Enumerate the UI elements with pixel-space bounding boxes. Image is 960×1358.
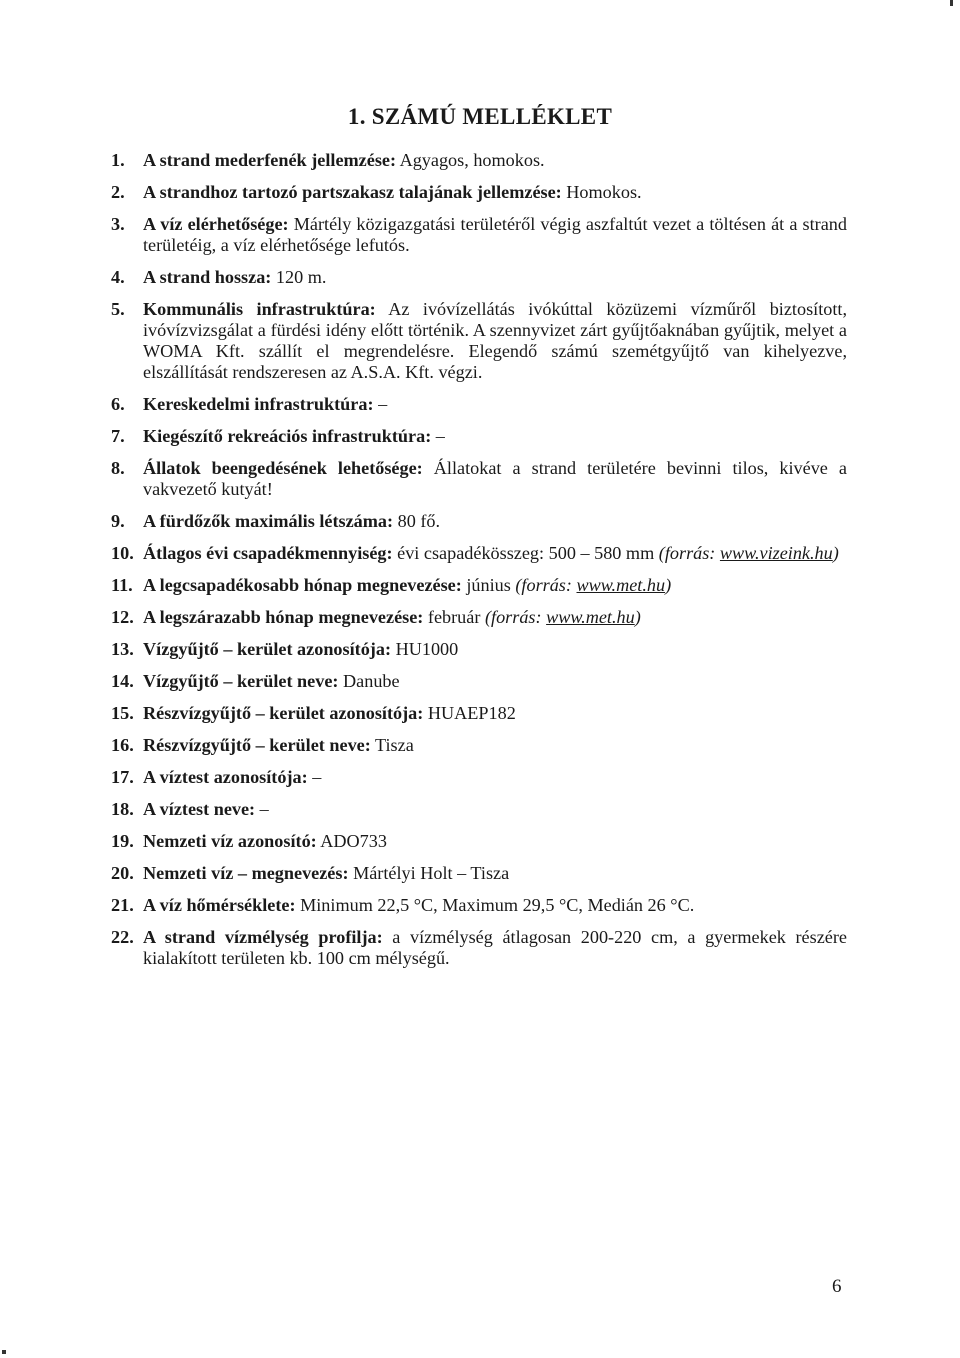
item-body: [143, 426, 847, 447]
item-number: 11.: [111, 575, 133, 595]
list-item: [111, 927, 847, 969]
item-label: A legszárazabb hónap megnevezése:: [143, 607, 424, 627]
item-body: [143, 671, 847, 692]
list-item: [111, 426, 847, 447]
source-prefix: (forrás:: [515, 575, 577, 595]
page-number: 6: [832, 1276, 842, 1297]
item-label: A víztest azonosítója:: [143, 767, 308, 787]
item-body: [143, 182, 847, 203]
item-value: Agyagos, homokos.: [396, 150, 545, 170]
item-body: [143, 267, 847, 288]
item-value: –: [431, 426, 445, 446]
item-label: Állatok beengedésének lehetősége:: [143, 458, 423, 478]
item-label: A víz elérhetősége:: [143, 214, 289, 234]
source-link[interactable]: www.vizeink.hu: [719, 543, 833, 563]
list-item: [111, 182, 847, 203]
scan-mark: [2, 1350, 6, 1354]
item-label: A víz hőmérséklete:: [143, 895, 296, 915]
item-number: 10.: [111, 543, 134, 563]
item-body: [143, 639, 847, 660]
item-body: [143, 799, 847, 820]
list-item: [111, 799, 847, 820]
item-body: [143, 831, 847, 852]
list-item: [111, 511, 847, 532]
scan-mark: [950, 0, 953, 6]
item-value: –: [307, 767, 322, 787]
item-label: Részvízgyűjtő – kerület azonosítója:: [143, 703, 424, 723]
item-label: A strand mederfenék jellemzése:: [143, 150, 397, 170]
item-value: ADO733: [316, 831, 387, 851]
item-body: [143, 735, 847, 756]
item-body: [143, 511, 847, 532]
source-prefix: (forrás:: [484, 607, 547, 627]
item-value: a vízmélység átlagosan 200-220 cm, a gyermekek részére kialakított területen kb. 100 cm mélységű.: [143, 927, 847, 968]
item-number: 13.: [111, 639, 134, 659]
item-number: 17.: [111, 767, 134, 787]
item-number: 9.: [111, 511, 125, 531]
item-number: 1.: [111, 150, 125, 170]
item-value: Az ivóvízellátás ivókúttal közüzemi vízműről biztosított, ivóvízvizsgálat a fürdési idény előtt történik. A szennyvizet zárt gyűjtőaknában gyűjtik, melyet a WOMA Kft. szállít el megrendelésre. Elegendő számú szemétgyűjtő van kihelyezve, elszállítását rendszeresen az A.S.A. Kft. végzi.: [143, 299, 847, 382]
item-number: 16.: [111, 735, 134, 755]
source-link[interactable]: www.met.hu: [546, 607, 635, 627]
item-body: [143, 607, 847, 628]
item-body: [143, 543, 847, 564]
item-number: 21.: [111, 895, 134, 915]
item-body: [143, 895, 847, 916]
list-item: [111, 607, 847, 628]
item-label: A strand hossza:: [143, 267, 272, 287]
list-item: [111, 767, 847, 788]
item-label: Nemzeti víz – megnevezés:: [143, 863, 349, 883]
item-label: Kiegészítő rekreációs infrastruktúra:: [143, 426, 432, 446]
list-item: [111, 458, 847, 500]
list-item: [111, 735, 847, 756]
item-label: A strandhoz tartozó partszakasz talajának jellemzése:: [143, 182, 562, 202]
list-item: [111, 863, 847, 884]
list-item: [111, 895, 847, 916]
list-item: [111, 214, 847, 256]
item-value: Állatokat a strand területére bevinni tilos, kivéve a vakvezető kutyát!: [143, 458, 847, 499]
item-value: Minimum 22,5 °C, Maximum 29,5 °C, Medián 26 °C.: [295, 895, 695, 915]
item-label: Kereskedelmi infrastruktúra:: [143, 394, 374, 414]
list-item: [111, 299, 847, 383]
list-item: [111, 639, 847, 660]
item-value: –: [373, 394, 388, 414]
list-item: [111, 150, 847, 171]
item-body: [143, 394, 847, 415]
source-suffix: ): [665, 575, 672, 595]
item-value: Tisza: [370, 735, 414, 755]
item-label: A legcsapadékosabb hónap megnevezése:: [143, 575, 462, 595]
item-value: Mártély közigazgatási területéről végig aszfaltút vezet a töltésen át a strand területéig, a víz elérhetősége lefutós.: [143, 214, 847, 255]
item-body: [143, 767, 847, 788]
item-body: [143, 575, 847, 596]
item-value: –: [255, 799, 269, 819]
item-body: [143, 703, 847, 724]
item-number: 12.: [111, 607, 134, 627]
item-value: HUAEP182: [423, 703, 516, 723]
item-label: Vízgyűjtő – kerület neve:: [143, 671, 339, 691]
list-item: [111, 671, 847, 692]
item-number: 3.: [111, 214, 125, 234]
item-value: Danube: [338, 671, 400, 691]
item-number: 5.: [111, 299, 125, 319]
item-body: [143, 299, 847, 383]
item-number: 14.: [111, 671, 134, 691]
item-number: 4.: [111, 267, 125, 287]
list-item: [111, 831, 847, 852]
list-item: [111, 267, 847, 288]
item-body: [143, 150, 847, 171]
item-number: 8.: [111, 458, 125, 478]
annex-item-list: [111, 150, 847, 980]
list-item: [111, 575, 847, 596]
page-title: 1. SZÁMÚ MELLÉKLET: [347, 104, 613, 129]
item-number: 20.: [111, 863, 134, 883]
source-link[interactable]: www.met.hu: [576, 575, 666, 595]
item-value: Homokos.: [561, 182, 642, 202]
item-value: Mártélyi Holt – Tisza: [348, 863, 510, 883]
item-label: A strand vízmélység profilja:: [143, 927, 383, 947]
item-label: Részvízgyűjtő – kerület neve:: [143, 735, 371, 755]
item-label: Vízgyűjtő – kerület azonosítója:: [143, 639, 392, 659]
item-label: Kommunális infrastruktúra:: [143, 299, 376, 319]
item-label: Átlagos évi csapadékmennyiség:: [143, 543, 393, 563]
item-body: [143, 214, 847, 256]
source-prefix: (forrás:: [658, 543, 720, 563]
item-number: 15.: [111, 703, 134, 723]
item-value: HU1000: [391, 639, 459, 659]
item-value: 80 fő.: [393, 511, 441, 531]
list-item: [111, 543, 847, 564]
item-value: június: [461, 575, 516, 595]
item-number: 7.: [111, 426, 125, 446]
item-label: Nemzeti víz azonosító:: [143, 831, 317, 851]
item-number: 2.: [111, 182, 125, 202]
item-label: A víztest neve:: [143, 799, 256, 819]
item-number: 22.: [111, 927, 134, 947]
item-body: [143, 458, 847, 500]
item-number: 19.: [111, 831, 134, 851]
item-label: A fürdőzők maximális létszáma:: [143, 511, 394, 531]
item-number: 18.: [111, 799, 134, 819]
item-number: 6.: [111, 394, 125, 414]
list-item: [111, 394, 847, 415]
item-body: [143, 927, 847, 969]
item-body: [143, 863, 847, 884]
item-value: 120 m.: [271, 267, 327, 287]
item-value: február: [423, 607, 485, 627]
source-suffix: ): [634, 607, 641, 627]
item-value: évi csapadékösszeg: 500 – 580 mm: [392, 543, 659, 563]
source-suffix: ): [832, 543, 839, 563]
list-item: [111, 703, 847, 724]
